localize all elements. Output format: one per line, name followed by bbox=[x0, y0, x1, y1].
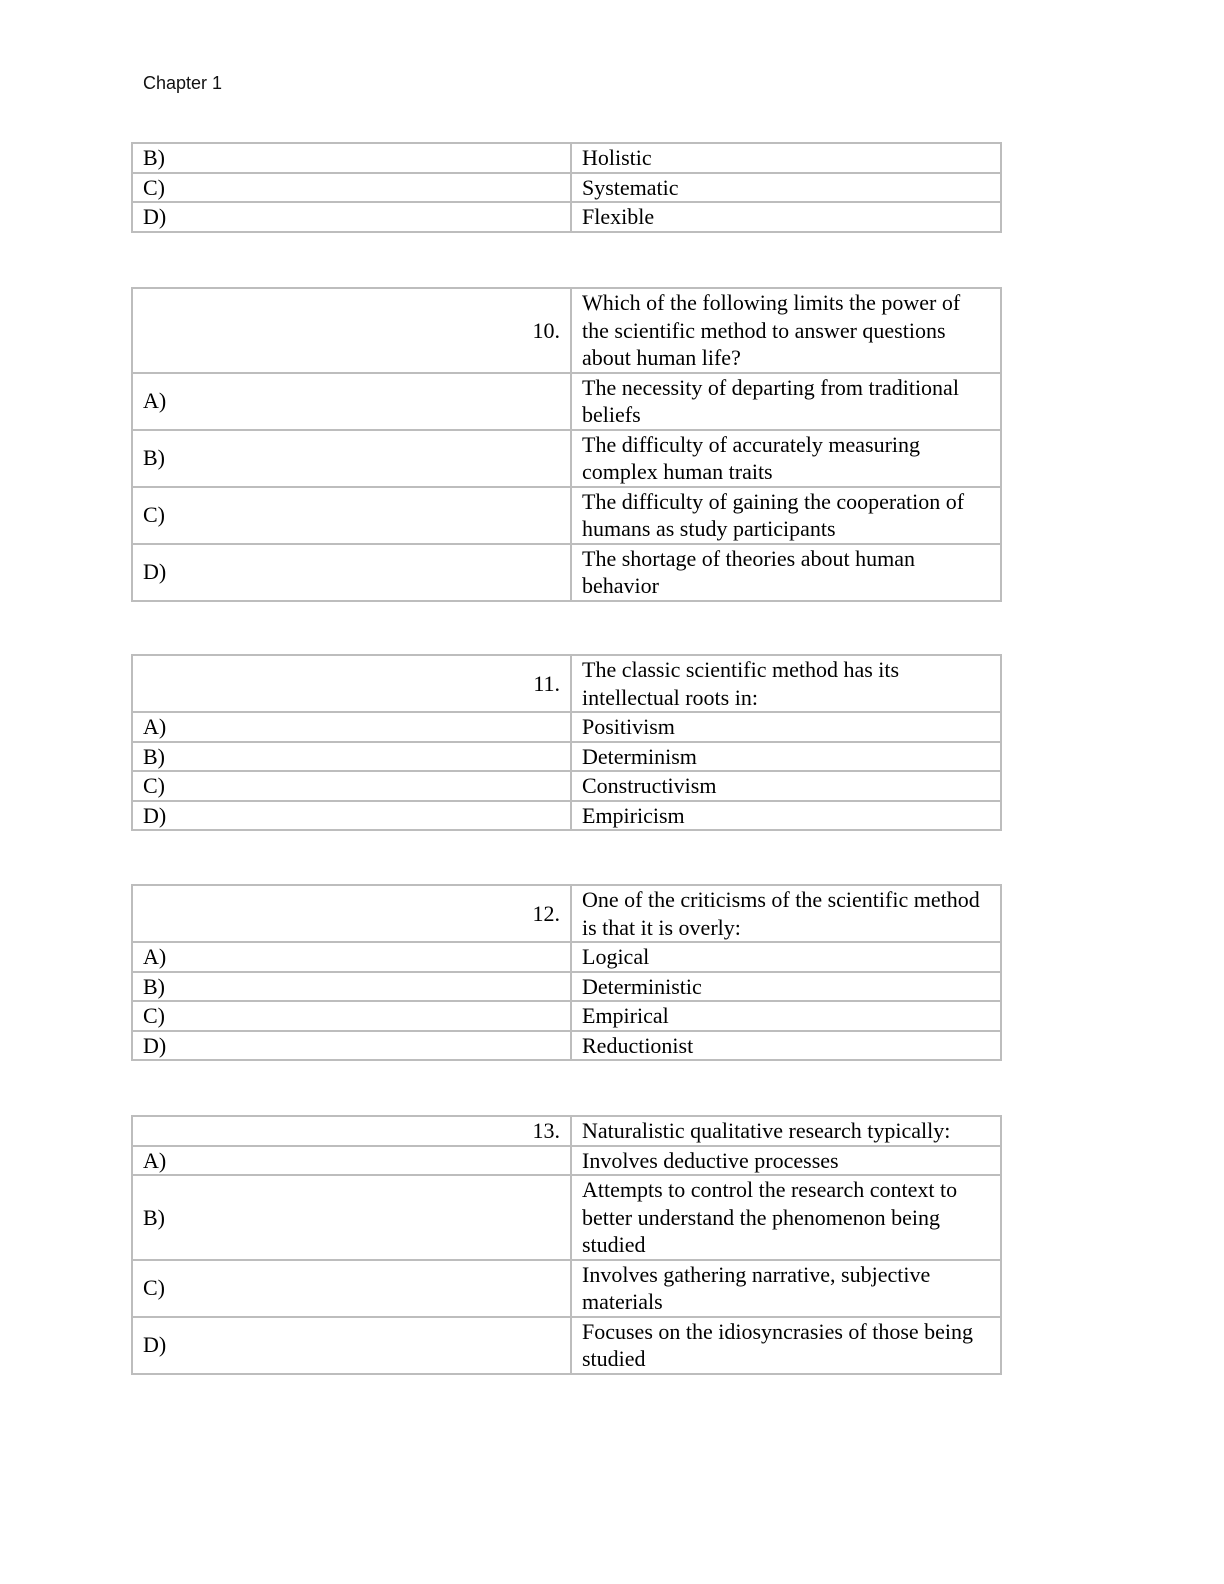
option-row bbox=[132, 1260, 1001, 1317]
option-text: Systematic bbox=[571, 173, 1001, 203]
page-header: Chapter 1 bbox=[143, 73, 223, 93]
question-table-13 bbox=[131, 1115, 1002, 1375]
option-letter: B) bbox=[132, 1175, 571, 1260]
option-text: Attempts to control the research context to better understand the phenomenon being studied bbox=[571, 1175, 1001, 1260]
question-table-9-continued bbox=[131, 142, 1002, 233]
question-stem: The classic scientific method has its intellectual roots in: bbox=[571, 655, 1001, 712]
option-letter: A) bbox=[132, 712, 571, 742]
option-row bbox=[132, 1001, 1001, 1031]
option-text: Logical bbox=[571, 942, 1001, 972]
option-row bbox=[132, 544, 1001, 601]
question-row bbox=[132, 885, 1001, 942]
option-row bbox=[132, 373, 1001, 430]
option-text: Empirical bbox=[571, 1001, 1001, 1031]
option-row bbox=[132, 143, 1001, 173]
option-text: Holistic bbox=[571, 143, 1001, 173]
option-letter: D) bbox=[132, 202, 571, 232]
option-letter: B) bbox=[132, 143, 571, 173]
option-letter: D) bbox=[132, 801, 571, 831]
option-letter: B) bbox=[132, 430, 571, 487]
question-stem: Which of the following limits the power of the scientific method to answer questions about human life? bbox=[571, 288, 1001, 373]
option-row bbox=[132, 942, 1001, 972]
option-row bbox=[132, 771, 1001, 801]
option-text: Flexible bbox=[571, 202, 1001, 232]
option-letter: A) bbox=[132, 1146, 571, 1176]
option-text: Reductionist bbox=[571, 1031, 1001, 1061]
option-letter: D) bbox=[132, 1317, 571, 1374]
option-row bbox=[132, 972, 1001, 1002]
option-letter: C) bbox=[132, 487, 571, 544]
question-row bbox=[132, 288, 1001, 373]
option-letter: C) bbox=[132, 173, 571, 203]
option-text: The shortage of theories about human behavior bbox=[571, 544, 1001, 601]
option-letter: C) bbox=[132, 1260, 571, 1317]
option-text: The difficulty of accurately measuring complex human traits bbox=[571, 430, 1001, 487]
option-row bbox=[132, 487, 1001, 544]
option-text: Involves gathering narrative, subjective materials bbox=[571, 1260, 1001, 1317]
option-row bbox=[132, 1175, 1001, 1260]
question-number: 13. bbox=[132, 1116, 571, 1146]
option-letter: A) bbox=[132, 942, 571, 972]
option-text: Positivism bbox=[571, 712, 1001, 742]
option-row bbox=[132, 1317, 1001, 1374]
option-text: Involves deductive processes bbox=[571, 1146, 1001, 1176]
option-letter: B) bbox=[132, 742, 571, 772]
option-text: The necessity of departing from traditional beliefs bbox=[571, 373, 1001, 430]
option-letter: B) bbox=[132, 972, 571, 1002]
option-row bbox=[132, 1031, 1001, 1061]
option-letter: A) bbox=[132, 373, 571, 430]
option-letter: C) bbox=[132, 771, 571, 801]
option-text: Deterministic bbox=[571, 972, 1001, 1002]
option-text: Empiricism bbox=[571, 801, 1001, 831]
question-table-12 bbox=[131, 884, 1002, 1061]
option-row bbox=[132, 712, 1001, 742]
question-stem: One of the criticisms of the scientific method is that it is overly: bbox=[571, 885, 1001, 942]
question-number: 12. bbox=[132, 885, 571, 942]
question-number: 11. bbox=[132, 655, 571, 712]
option-text: Focuses on the idiosyncrasies of those being studied bbox=[571, 1317, 1001, 1374]
option-row bbox=[132, 742, 1001, 772]
question-table-11 bbox=[131, 654, 1002, 831]
question-row bbox=[132, 1116, 1001, 1146]
option-letter: D) bbox=[132, 1031, 571, 1061]
option-letter: C) bbox=[132, 1001, 571, 1031]
option-row bbox=[132, 173, 1001, 203]
question-number: 10. bbox=[132, 288, 571, 373]
option-row bbox=[132, 202, 1001, 232]
question-row bbox=[132, 655, 1001, 712]
question-stem: Naturalistic qualitative research typically: bbox=[571, 1116, 1001, 1146]
option-row bbox=[132, 801, 1001, 831]
question-table-10 bbox=[131, 287, 1002, 602]
option-text: Constructivism bbox=[571, 771, 1001, 801]
option-letter: D) bbox=[132, 544, 571, 601]
option-text: The difficulty of gaining the cooperation of humans as study participants bbox=[571, 487, 1001, 544]
option-row bbox=[132, 430, 1001, 487]
option-text: Determinism bbox=[571, 742, 1001, 772]
option-row bbox=[132, 1146, 1001, 1176]
